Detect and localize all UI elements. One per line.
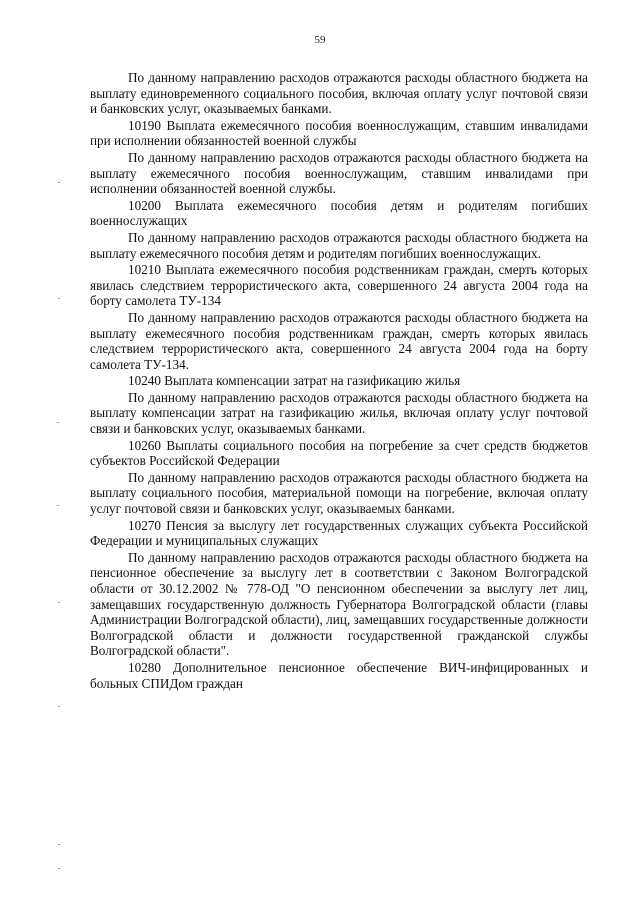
section-heading: 10270 Пенсия за выслугу лет государственных служащих субъекта Российской Федерации и муниципальных служащих — [90, 517, 588, 549]
section-heading: 10280 Дополнительное пенсионное обеспечение ВИЧ-инфицированных и больных СПИДом граждан — [90, 659, 588, 691]
scan-mark — [57, 505, 59, 506]
section-heading: 10240 Выплата компенсации затрат на газификацию жилья — [128, 373, 461, 389]
scan-mark — [58, 868, 60, 869]
section-heading: 10210 Выплата ежемесячного пособия родственникам граждан, смерть которых явилась следствием террористического акта, совершенного 24 августа 2004 года на борту самолета ТУ-134 — [90, 262, 588, 309]
paragraph: По данному направлению расходов отражаются расходы областного бюджета на выплату ежемесячного пособия военнослужащим, ставшим инвалидами при исполнении обязанностей военной службы. — [90, 149, 588, 197]
section-heading: 10200 Выплата ежемесячного пособия детям и родителям погибших военнослужащих — [90, 197, 588, 229]
paragraph: По данному направлению расходов отражаются расходы областного бюджета на выплату компенсации затрат на газификацию жилья, включая оплату услуг почтовой связи и банковских услуг, оказываемых банками. — [90, 389, 588, 437]
paragraph: По данному направлению расходов отражаются расходы областного бюджета на выплату социального пособия, материальной помощи на погребение, включая оплату услуг почтовой связи и банковских услуг, оказываемых банками. — [90, 469, 588, 517]
page-number: 59 — [314, 34, 326, 46]
document-body — [90, 70, 588, 691]
scan-mark — [58, 602, 60, 603]
scan-mark — [58, 844, 60, 845]
paragraph: По данному направлению расходов отражаются расходы областного бюджета на выплату ежемесячного пособия детям и родителям погибших военнослужащих. — [90, 229, 588, 261]
paragraph: По данному направлению расходов отражаются расходы областного бюджета на выплату ежемесячного пособия родственникам граждан, смерть которых явилась следствием террористического акта, совершенного 24 августа 2004 года на борту самолета ТУ-134. — [90, 309, 588, 372]
paragraph: По данному направлению расходов отражаются расходы областного бюджета на пенсионное обеспечение за выслугу лет в соответствии с Законом Волгоградской области от 30.12.2002 № 778-ОД "О пенсионном обеспечении за выслугу лет лиц, замещавших государственную должность Губернатора Волгоградской области (главы Администрации Волгоградской области), лиц, замещавших государственные должности Волгоградской области и должности государственной гражданской службы Волгоградской области". — [90, 549, 588, 659]
scan-mark — [57, 422, 59, 423]
paragraph: По данному направлению расходов отражаются расходы областного бюджета на выплату единовременного социального пособия, включая оплату услуг почтовой связи и банковских услуг, оказываемых банками. — [90, 70, 588, 117]
scan-mark — [58, 182, 60, 183]
scan-mark — [58, 706, 60, 707]
section-heading: 10190 Выплата ежемесячного пособия военнослужащим, ставшим инвалидами при исполнении обязанностей военной службы — [90, 117, 588, 149]
section-heading: 10260 Выплаты социального пособия на погребение за счет средств бюджетов субъектов Российской Федерации — [90, 437, 588, 469]
scan-mark — [58, 298, 60, 299]
